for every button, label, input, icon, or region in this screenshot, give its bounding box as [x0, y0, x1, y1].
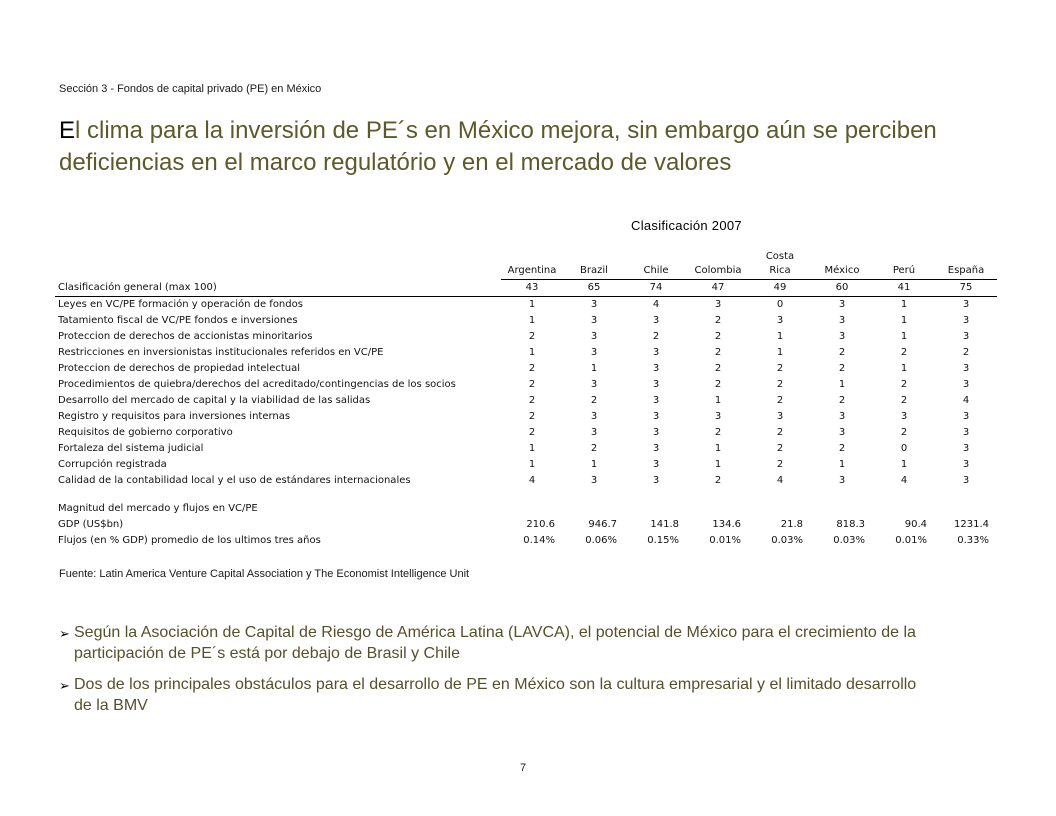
table-cell: 2 — [838, 363, 846, 374]
table-cell — [501, 501, 563, 517]
spacer-row — [55, 489, 997, 501]
column-header-mexico — [811, 250, 873, 280]
row-label: Desarrollo del mercado de capital y la viabilidad de las salidas — [58, 395, 371, 406]
table-cell: 3 — [590, 475, 598, 486]
table-cell: 3 — [590, 379, 598, 390]
table-cell: 3 — [962, 427, 970, 438]
table-cell — [873, 501, 935, 517]
column-header-argentina — [501, 250, 563, 280]
table-cell: 2 — [900, 427, 908, 438]
table-cell: 1 — [714, 459, 722, 470]
column-header-line2: Brazil — [580, 265, 608, 276]
table-cell: 0.01% — [895, 535, 927, 546]
table-cell: 3 — [590, 411, 598, 422]
table-cell: 0.14% — [523, 535, 555, 546]
table-cell — [563, 501, 625, 517]
row-label: Registro y requisitos para inversiones internas — [58, 411, 291, 422]
overall-score-row — [55, 280, 997, 297]
table-cell: 3 — [962, 475, 970, 486]
table-cell: 818.3 — [836, 519, 865, 530]
table-cell: 3 — [962, 379, 970, 390]
table-cell: 2 — [776, 395, 784, 406]
row-label: Proteccion de derechos de propiedad intelectual — [58, 363, 301, 374]
column-header-line2: México — [824, 265, 860, 276]
table-cell: 3 — [838, 427, 846, 438]
table-cell: 3 — [962, 299, 970, 310]
table-cell: 4 — [900, 475, 908, 486]
table-cell: 1 — [528, 347, 536, 358]
table-cell: 1 — [776, 331, 784, 342]
table-cell: 0.33% — [957, 535, 989, 546]
table-cell: 90.4 — [904, 519, 927, 530]
table-cell: 3 — [590, 315, 598, 326]
table-cell: 1 — [590, 363, 598, 374]
table-cell — [687, 489, 749, 501]
column-header-espana — [935, 250, 997, 280]
table-cell: 47 — [687, 280, 749, 297]
table-cell: 2 — [528, 395, 536, 406]
table-cell: 1 — [900, 315, 908, 326]
title-first-letter: E — [59, 117, 76, 144]
row-label: Restricciones en inversionistas institucionales referidos en VC/PE — [58, 347, 384, 358]
table-row — [55, 457, 997, 473]
table-cell: 141.8 — [650, 519, 679, 530]
table-cell: 60 — [811, 280, 873, 297]
table-cell: 4 — [652, 299, 660, 310]
table-row — [55, 297, 997, 314]
table-cell: 2 — [776, 459, 784, 470]
table-row — [55, 313, 997, 329]
table-cell — [687, 501, 749, 517]
table-cell: 1 — [900, 299, 908, 310]
table-cell: 0.01% — [709, 535, 741, 546]
table-cell — [625, 489, 687, 501]
ranking-table — [55, 250, 997, 549]
table-cell: 3 — [962, 411, 970, 422]
table-cell: 0.06% — [585, 535, 617, 546]
table-cell: 75 — [935, 280, 997, 297]
table-cell: 3 — [652, 475, 660, 486]
table-cell: 0.03% — [833, 535, 865, 546]
table-cell: 3 — [714, 299, 722, 310]
column-header-costa-rica — [749, 250, 811, 280]
flows-row — [55, 533, 997, 549]
table-cell — [811, 501, 873, 517]
table-cell: 2 — [714, 363, 722, 374]
column-header-line2: Rica — [769, 265, 791, 276]
table-cell — [749, 501, 811, 517]
column-header-brazil — [563, 250, 625, 280]
arrow-bullet-icon: ➢ — [59, 678, 70, 693]
bullet-item — [59, 674, 919, 716]
row-label: GDP (US$bn) — [58, 519, 124, 530]
table-cell: 3 — [652, 427, 660, 438]
table-cell: 3 — [838, 299, 846, 310]
row-label: Procedimientos de quiebra/derechos del acreditado/contingencias de los socios — [58, 379, 456, 390]
gdp-row — [55, 517, 997, 533]
table-cell: 2 — [776, 443, 784, 454]
table-cell — [811, 489, 873, 501]
table-cell: 1 — [528, 443, 536, 454]
table-header-row — [55, 250, 997, 280]
table-row — [55, 329, 997, 345]
table-cell: 3 — [838, 475, 846, 486]
row-label: Leyes en VC/PE formación y operación de fondos — [58, 299, 303, 310]
table-row — [55, 345, 997, 361]
table-cell: 2 — [776, 363, 784, 374]
table-cell: 3 — [652, 379, 660, 390]
row-label: Clasificación general (max 100) — [55, 280, 501, 297]
table-cell: 2 — [714, 475, 722, 486]
column-header-line2: Perú — [892, 265, 916, 276]
column-header-peru — [873, 250, 935, 280]
table-cell: 2 — [528, 363, 536, 374]
row-label: Flujos (en % GDP) promedio de los ultimos tres años — [58, 535, 321, 546]
table-cell: 74 — [625, 280, 687, 297]
bullet-list — [59, 622, 919, 726]
table-cell: 3 — [652, 347, 660, 358]
table-cell: 0.03% — [771, 535, 803, 546]
row-label: Fortaleza del sistema judicial — [58, 443, 204, 454]
table-cell: 1231.4 — [954, 519, 989, 530]
table-cell: 2 — [838, 395, 846, 406]
table-cell: 3 — [962, 331, 970, 342]
table-cell: 2 — [714, 379, 722, 390]
table-cell: 3 — [962, 315, 970, 326]
title-text: l clima para la inversión de PE´s en México mejora, sin embargo aún se perciben deficiencias en el marco regulatório y en el mercado de valores — [59, 117, 937, 176]
table-cell: 2 — [528, 427, 536, 438]
row-label: Calidad de la contabilidad local y el uso de estándares internacionales — [58, 475, 411, 486]
table-cell: 3 — [590, 347, 598, 358]
row-label: Corrupción registrada — [58, 459, 167, 470]
table-cell: 1 — [528, 315, 536, 326]
table-cell: 3 — [838, 411, 846, 422]
table-cell: 3 — [652, 395, 660, 406]
table-cell: 2 — [838, 347, 846, 358]
table-cell: 2 — [714, 315, 722, 326]
table-cell: 2 — [776, 379, 784, 390]
table-row — [55, 377, 997, 393]
bullet-text: Dos de los principales obstáculos para el desarrollo de PE en México son la cultura empresarial y el limitado desarrollo de la BMV — [74, 676, 917, 714]
column-header-chile — [625, 250, 687, 280]
table-cell: 3 — [838, 315, 846, 326]
table-cell: 3 — [590, 331, 598, 342]
table-cell: 1 — [838, 459, 846, 470]
table-cell: 41 — [873, 280, 935, 297]
table-cell: 3 — [900, 411, 908, 422]
table-cell: 3 — [962, 363, 970, 374]
column-header-line1: Costa — [765, 251, 795, 262]
table-cell: 2 — [590, 395, 598, 406]
table-cell: 3 — [838, 331, 846, 342]
row-label — [55, 489, 501, 501]
page-title — [59, 115, 959, 179]
column-header-line2: Chile — [643, 265, 669, 276]
table-cell: 1 — [776, 347, 784, 358]
table-cell: 210.6 — [526, 519, 555, 530]
table-cell: 1 — [714, 395, 722, 406]
table-cell: 1 — [714, 443, 722, 454]
table-cell: 3 — [652, 411, 660, 422]
table-cell: 2 — [900, 395, 908, 406]
table-cell: 2 — [528, 411, 536, 422]
table-cell: 2 — [900, 379, 908, 390]
table-body — [55, 280, 997, 550]
row-label: Proteccion de derechos de accionistas minoritarios — [58, 331, 313, 342]
table-title: Clasificación 2007 — [631, 218, 742, 233]
table-cell: 3 — [590, 427, 598, 438]
table-cell: 2 — [714, 331, 722, 342]
table-cell: 2 — [528, 331, 536, 342]
table-cell — [749, 489, 811, 501]
row-label: Tatamiento fiscal de VC/PE fondos e inversiones — [58, 315, 298, 326]
table-cell: 65 — [563, 280, 625, 297]
table-cell: 946.7 — [588, 519, 617, 530]
table-cell — [873, 489, 935, 501]
market-header-row — [55, 501, 997, 517]
table-cell: 134.6 — [712, 519, 741, 530]
table-row — [55, 473, 997, 489]
source-note: Fuente: Latin America Venture Capital Association y The Economist Intelligence Unit — [59, 568, 470, 580]
table-cell: 2 — [714, 347, 722, 358]
table-cell: 3 — [590, 299, 598, 310]
section-label: Sección 3 - Fondos de capital privado (PE) en México — [59, 83, 322, 95]
table-cell: 2 — [590, 443, 598, 454]
table-cell: 49 — [749, 280, 811, 297]
table-cell: 1 — [528, 299, 536, 310]
bullet-text: Según la Asociación de Capital de Riesgo de América Latina (LAVCA), el potencial de México para el crecimiento de la participación de PE´s está por debajo de Brasil y Chile — [74, 624, 916, 662]
table-cell — [501, 489, 563, 501]
table-cell: 3 — [714, 411, 722, 422]
table-cell: 3 — [962, 459, 970, 470]
table-cell: 2 — [962, 347, 970, 358]
table-cell: 21.8 — [780, 519, 803, 530]
table-cell: 4 — [528, 475, 536, 486]
table-cell: 3 — [652, 315, 660, 326]
table-cell: 3 — [776, 315, 784, 326]
table-cell: 2 — [900, 347, 908, 358]
table-cell — [625, 501, 687, 517]
page-number: 7 — [520, 762, 527, 774]
table-cell: 43 — [501, 280, 563, 297]
table-cell — [935, 489, 997, 501]
row-label: Requisitos de gobierno corporativo — [58, 427, 233, 438]
table-cell: 1 — [590, 459, 598, 470]
column-header-colombia — [687, 250, 749, 280]
table-cell: 1 — [900, 363, 908, 374]
table-cell: 0 — [776, 299, 784, 310]
table-cell: 3 — [652, 443, 660, 454]
table-cell: 1 — [528, 459, 536, 470]
column-header-line2: Colombia — [694, 265, 742, 276]
table-cell: 2 — [838, 443, 846, 454]
table-cell: 4 — [776, 475, 784, 486]
bullet-item — [59, 622, 919, 664]
table-row — [55, 441, 997, 457]
table-cell: 0 — [900, 443, 908, 454]
table-cell: 3 — [652, 459, 660, 470]
arrow-bullet-icon: ➢ — [59, 626, 70, 641]
table-row — [55, 393, 997, 409]
table-cell: 1 — [900, 459, 908, 470]
table-cell — [935, 501, 997, 517]
table-cell: 3 — [962, 443, 970, 454]
row-label: Magnitud del mercado y flujos en VC/PE — [58, 503, 258, 514]
table-cell: 2 — [714, 427, 722, 438]
table-cell: 0.15% — [647, 535, 679, 546]
table-header-label-cell — [55, 250, 501, 280]
column-header-line2: España — [947, 265, 985, 276]
table-cell: 2 — [528, 379, 536, 390]
table-row — [55, 409, 997, 425]
table-cell: 1 — [838, 379, 846, 390]
table-cell: 2 — [776, 427, 784, 438]
table-row — [55, 425, 997, 441]
table-cell: 3 — [776, 411, 784, 422]
table-row — [55, 361, 997, 377]
column-header-line2: Argentina — [507, 265, 557, 276]
table-cell: 1 — [900, 331, 908, 342]
table-cell: 2 — [652, 331, 660, 342]
table-cell: 4 — [962, 395, 970, 406]
table-cell: 3 — [652, 363, 660, 374]
table-cell — [563, 489, 625, 501]
